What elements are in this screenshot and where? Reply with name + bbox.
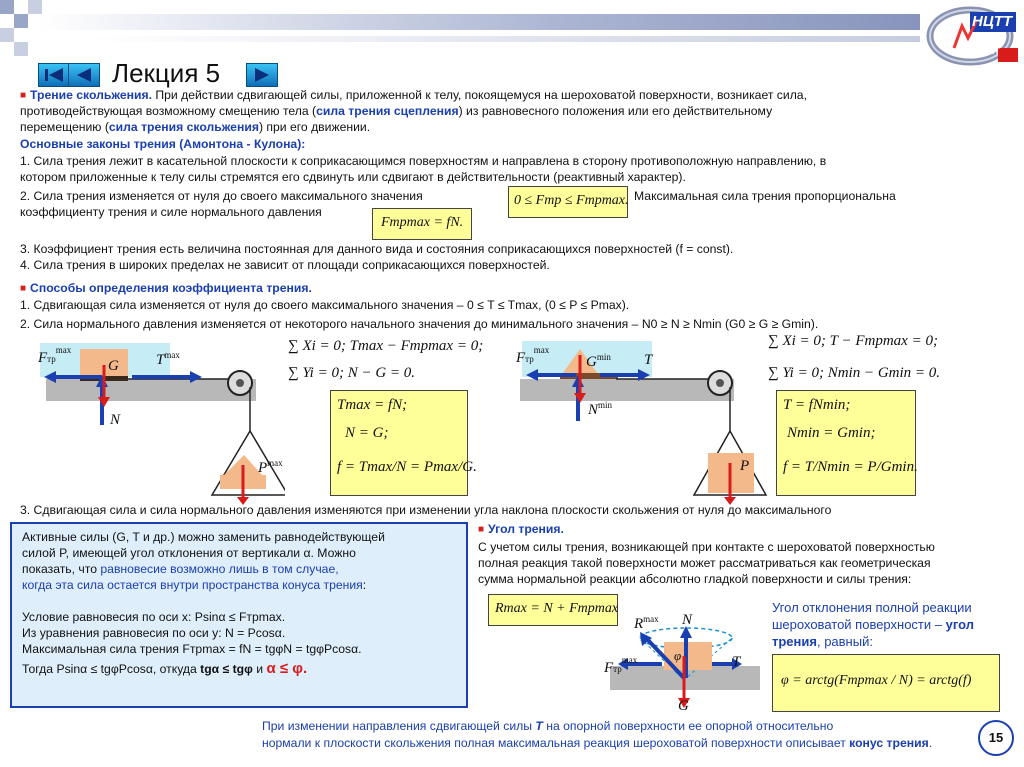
equation-2a: ∑ Xi = 0; T − Fтрmax = 0; (768, 333, 938, 349)
label-ftr-max-cone: Fтр$^{max}$ (604, 655, 638, 676)
footer-text: . (928, 736, 933, 750)
label-g-min-2: $G^{min}$ (586, 352, 611, 370)
panel-text: показать, что (22, 562, 101, 576)
formula-phi-box (772, 654, 1000, 712)
label-t-cone: T (732, 654, 741, 670)
header-bar (40, 14, 920, 30)
angle-line-2: полная реакция такой поверхности может рассматриваться как геометрическая (478, 556, 931, 570)
formula-range-box (508, 186, 628, 218)
first-slide-button[interactable] (38, 63, 70, 87)
panel-bold: tgα ≤ tgφ (200, 662, 253, 676)
page-title: Лекция 5 (112, 58, 221, 88)
prev-slide-button[interactable] (68, 63, 100, 87)
label-g-cone: G (678, 698, 689, 714)
intro-line-1 (20, 88, 807, 103)
label-ftr-max-2: Fтр$^{max}$ (516, 345, 550, 366)
page-number: 15 (988, 730, 1004, 745)
intro-text: ) при его движении. (258, 120, 371, 134)
panel-line-1: Активные силы (G, T и др.) можно заменить равнодействующей (22, 530, 385, 544)
term-static-friction: сила трения сцепления (316, 104, 459, 118)
label-r-max: $R^{max}$ (634, 614, 659, 632)
panel-line-7: Максимальная сила трения Fтрmax = fN = tgφN = tgφPcosα. (22, 642, 362, 656)
ground-1 (46, 379, 256, 401)
angle-side-bold: угол (945, 617, 974, 632)
panel-emphasis: равновесие возможно лишь в том случае, (100, 562, 339, 576)
formula-fmax: Fтрmax = fN. (381, 215, 464, 230)
footer-term: конус трения (849, 736, 929, 750)
angle-heading: Угол трения. (488, 522, 564, 536)
arrow-right-icon (247, 64, 277, 86)
next-slide-button[interactable] (246, 63, 278, 87)
formula-range: 0 ≤ Fтр ≤ Fтрmax. (514, 193, 629, 208)
angle-side-2 (772, 617, 974, 632)
label-n-cone: N (682, 612, 693, 628)
panel-emphasis: когда эта сила остается внутри пространства конуса трения (22, 578, 363, 592)
label-ftr-max-1: Fтр$^{max}$ (38, 345, 72, 366)
label-phi: φ (674, 648, 682, 663)
bullet-icon: ■ (478, 524, 485, 535)
footer-line-1 (262, 719, 833, 734)
footer-text: нормали к плоскости скольжения полная максимальная реакция шероховатой поверхности описывает (262, 736, 850, 750)
label-n-min-2: $N^{min}$ (588, 400, 613, 418)
angle-side-3 (772, 634, 873, 649)
label-t-max-1: $T^{max}$ (156, 350, 180, 368)
solution-box-2 (776, 390, 916, 496)
methods-heading: Способы определения коэффициента трения. (30, 281, 312, 295)
angle-side-bold: трения (772, 634, 817, 649)
panel-result: α ≤ φ. (266, 660, 308, 677)
angle-side-1: Угол отклонения полной реакции (772, 600, 972, 615)
formula-phi: φ = arctg(Fтрmax / N) = arctg(f) (781, 673, 972, 688)
intro-text: перемещению ( (20, 120, 109, 134)
ground-2 (520, 379, 734, 401)
angle-side-text: , равный: (816, 634, 873, 649)
logo-subtext: МИИТ (974, 46, 1000, 56)
intro-text: При действии сдвигающей силы, приложенной к телу, покоящемуся на шероховатой поверхности, возникает сила, (151, 88, 807, 102)
laws-heading: Основные законы трения (Амонтона - Кулона): (20, 137, 306, 151)
equation-1b: ∑ Yi = 0; N − G = 0. (288, 365, 416, 381)
law-3: 3. Коэффициент трения есть величина постоянная для данного вида и состояния соприкасающихся поверхностей (f = const). (20, 242, 734, 256)
panel-line-3 (22, 562, 339, 577)
intro-line-3 (20, 120, 370, 135)
solution-2c: f = T/Nmin = P/Gmin. (783, 459, 918, 475)
intro-text: ) из равновесного положения или его действительному (458, 104, 773, 118)
logo-text: НЦТТ (972, 13, 1013, 30)
intro-line-2 (20, 104, 772, 119)
law-2b: коэффициенту трения и силе нормального давления (20, 205, 322, 219)
intro-heading: Трение скольжения. (30, 88, 152, 102)
solution-1b: N = G; (345, 425, 389, 441)
footer-line-2 (262, 736, 932, 751)
footer-text: При изменении направления сдвигающей силы (262, 719, 536, 733)
panel-line-2: силой P, имеющей угол отклонения от вертикали α. Можно (22, 546, 356, 560)
panel-text: Тогда Psinα ≤ tgφPcosα, откуда (22, 662, 201, 676)
term-sliding-friction: сила трения скольжения (108, 120, 259, 134)
logo (924, 4, 1020, 66)
cone-condition-panel (10, 522, 468, 708)
intro-text: противодействующая возможному смещению тела ( (20, 104, 317, 118)
footer-symbol: T (535, 719, 543, 733)
label-g-1: G (108, 358, 119, 374)
label-p-2: P (740, 458, 750, 474)
panel-text: : (362, 578, 367, 592)
panel-line-6: Из уравнения равновесия по оси y: N = Pcosα. (22, 626, 286, 640)
method-3: 3. Сдвигающая сила и сила нормального давления изменяются при изменении угла наклона плоскости скольжения от нуля до максимального (20, 503, 832, 517)
solution-1c: f = Tmax/N = Pmax/G. (337, 459, 477, 475)
panel-line-5: Условие равновесия по оси x: Psinα ≤ Fтрmax. (22, 610, 286, 624)
law-2-right: Максимальная сила трения пропорциональна (634, 189, 896, 203)
page-number-badge (978, 720, 1014, 756)
panel-text: и (252, 662, 267, 676)
method-2: 2. Сила нормального давления изменяется от некоторого начального значения до минимального значения – N0 ≥ N ≥ Nmin (G0 ≥ G ≥ Gmin). (20, 317, 819, 331)
law-1: 1. Сила трения лежит в касательной плоскости к соприкасающимся поверхностям и направлена в сторону противоположную направлению, в (20, 154, 827, 168)
angle-line-1: С учетом силы трения, возникающей при контакте с шероховатой поверхностью (478, 540, 935, 554)
header-bar-2 (90, 36, 920, 42)
equation-2b: ∑ Yi = 0; Nmin − Gmin = 0. (768, 365, 941, 381)
solution-1a: Tmax = fN; (337, 397, 408, 413)
solution-box-1 (330, 390, 477, 496)
angle-heading-line (478, 522, 564, 537)
header-checker (0, 0, 42, 60)
arrow-left-icon (69, 64, 99, 86)
panel-line-4 (22, 578, 366, 593)
law-4: 4. Сила трения в широких пределах не зависит от площади соприкасающихся поверхностей. (20, 258, 550, 272)
law-2: 2. Сила трения изменяется от нуля до своего максимального значения (20, 189, 423, 203)
panel-line-8 (22, 661, 307, 677)
equation-1a: ∑ Xi = 0; Tmax − Fтрmax = 0; (288, 338, 484, 354)
label-t-2: T (644, 352, 653, 368)
footer-text: на опорной поверхности ее опорной относительно (542, 719, 834, 733)
formula-rmax: Rmax = N + Fтрmax (495, 601, 619, 616)
solution-2a: T = fNmin; (783, 397, 851, 413)
skip-back-icon (39, 64, 69, 86)
angle-side-text: шероховатой поверхности – (772, 617, 946, 632)
solution-2b: Nmin = Gmin; (787, 425, 876, 441)
angle-line-3: сумма нормальной реакции абсолютно гладкой поверхности и силы трения: (478, 572, 912, 586)
label-p-max-1: $P^{max}$ (258, 458, 283, 476)
formula-fmax-box (372, 208, 472, 240)
bullet-icon: ■ (20, 90, 27, 101)
law-1b: котором приложенные к телу силы стремятся его сдвинуть или сдвигают в действительности (реактивный характер). (20, 170, 686, 184)
bullet-icon: ■ (20, 283, 27, 294)
label-n-1: N (110, 412, 121, 428)
methods-heading-line (20, 281, 312, 296)
method-1: 1. Сдвигающая сила изменяется от нуля до своего максимального значения – 0 ≤ T ≤ Tmax, (0 ≤ P ≤ Pmax). (20, 298, 630, 312)
